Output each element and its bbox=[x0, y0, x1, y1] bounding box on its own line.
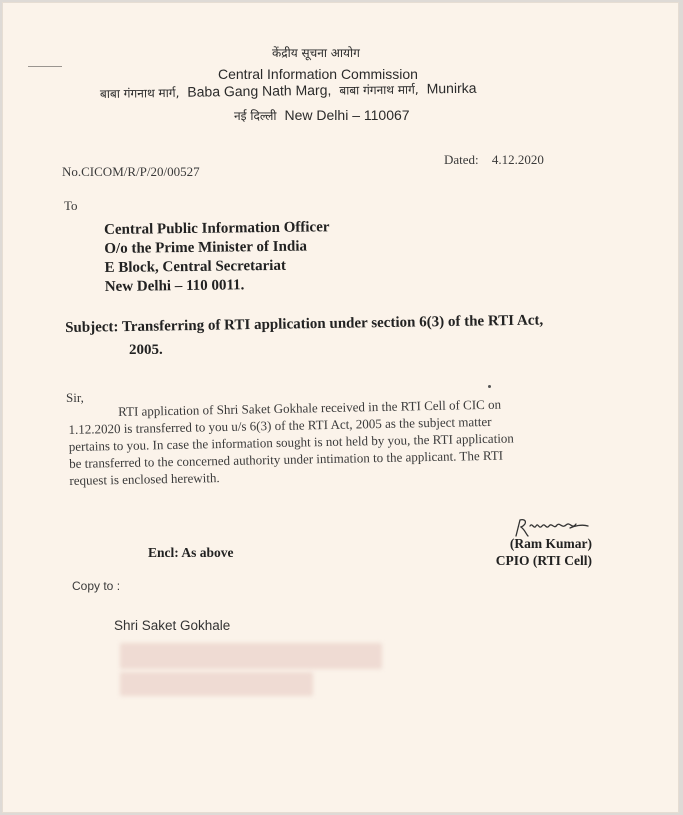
enclosure-note: Encl: As above bbox=[148, 545, 234, 560]
margin-mark bbox=[28, 66, 62, 67]
to-label: To bbox=[64, 198, 78, 213]
city-hindi: नई दिल्ली bbox=[234, 109, 277, 123]
body-line-2: 1.12.2020 is transferred to you u/s 6(3) of the RTI Act, 2005 as the subject matter bbox=[68, 413, 492, 437]
body-line-1: RTI application of Shri Saket Gokhale received in the RTI Cell of CIC on bbox=[118, 396, 502, 420]
address-munirka: Munirka bbox=[426, 79, 477, 97]
letter-body bbox=[68, 395, 515, 489]
signatory-name: (Ram Kumar) bbox=[509, 536, 592, 551]
org-address-line bbox=[100, 80, 477, 103]
signatory-designation: CPIO (RTI Cell) bbox=[495, 553, 592, 568]
body-line-5: request is enclosed herewith. bbox=[69, 470, 220, 488]
org-name-hindi: केंद्रीय सूचना आयोग bbox=[272, 46, 360, 60]
org-name: Central Information Commission bbox=[218, 66, 418, 82]
recipient-line-3: E Block, Central Secretariat bbox=[104, 257, 287, 276]
date-value: 4.12.2020 bbox=[491, 152, 544, 167]
salutation: Sir, bbox=[66, 390, 84, 405]
subject-text: Transferring of RTI application under section 6(3) of the RTI Act, bbox=[121, 312, 544, 336]
address-hindi-2: बाबा गंगनाथ मार्ग, bbox=[339, 82, 419, 98]
date-block bbox=[444, 152, 544, 168]
recipient-line-2: O/o the Prime Minister of India bbox=[104, 238, 308, 257]
body-line-3: pertains to you. In case the information sought is not held by you, the RTI application bbox=[68, 430, 514, 454]
subject-line-2: 2005. bbox=[129, 342, 163, 358]
subject-line bbox=[65, 312, 543, 337]
letter-page bbox=[2, 2, 679, 813]
subject-label: Subject: bbox=[65, 319, 119, 336]
copy-to-label: Copy to : bbox=[72, 579, 121, 593]
recipient-address bbox=[104, 218, 330, 297]
copy-recipient: Shri Saket Gokhale bbox=[114, 618, 231, 633]
city-english: New Delhi – 110067 bbox=[284, 107, 410, 123]
speck-mark bbox=[488, 385, 491, 388]
address-hindi-1: बाबा गंगनाथ मार्ग, bbox=[99, 85, 180, 101]
body-line-4: be transferred to the concerned authority under intimation to the applicant. The RTI bbox=[68, 447, 504, 471]
dated-label: Dated: bbox=[444, 152, 479, 167]
reference-number: No.CICOM/R/P/20/00527 bbox=[62, 164, 200, 179]
recipient-line-1: Central Public Information Officer bbox=[104, 219, 330, 238]
recipient-line-4: New Delhi – 110 0011. bbox=[104, 277, 245, 295]
address-english: Baba Gang Nath Marg, bbox=[187, 81, 332, 100]
redacted-address-line-1 bbox=[120, 643, 382, 669]
redacted-address-line-2 bbox=[120, 672, 313, 696]
org-city-line bbox=[234, 107, 410, 125]
